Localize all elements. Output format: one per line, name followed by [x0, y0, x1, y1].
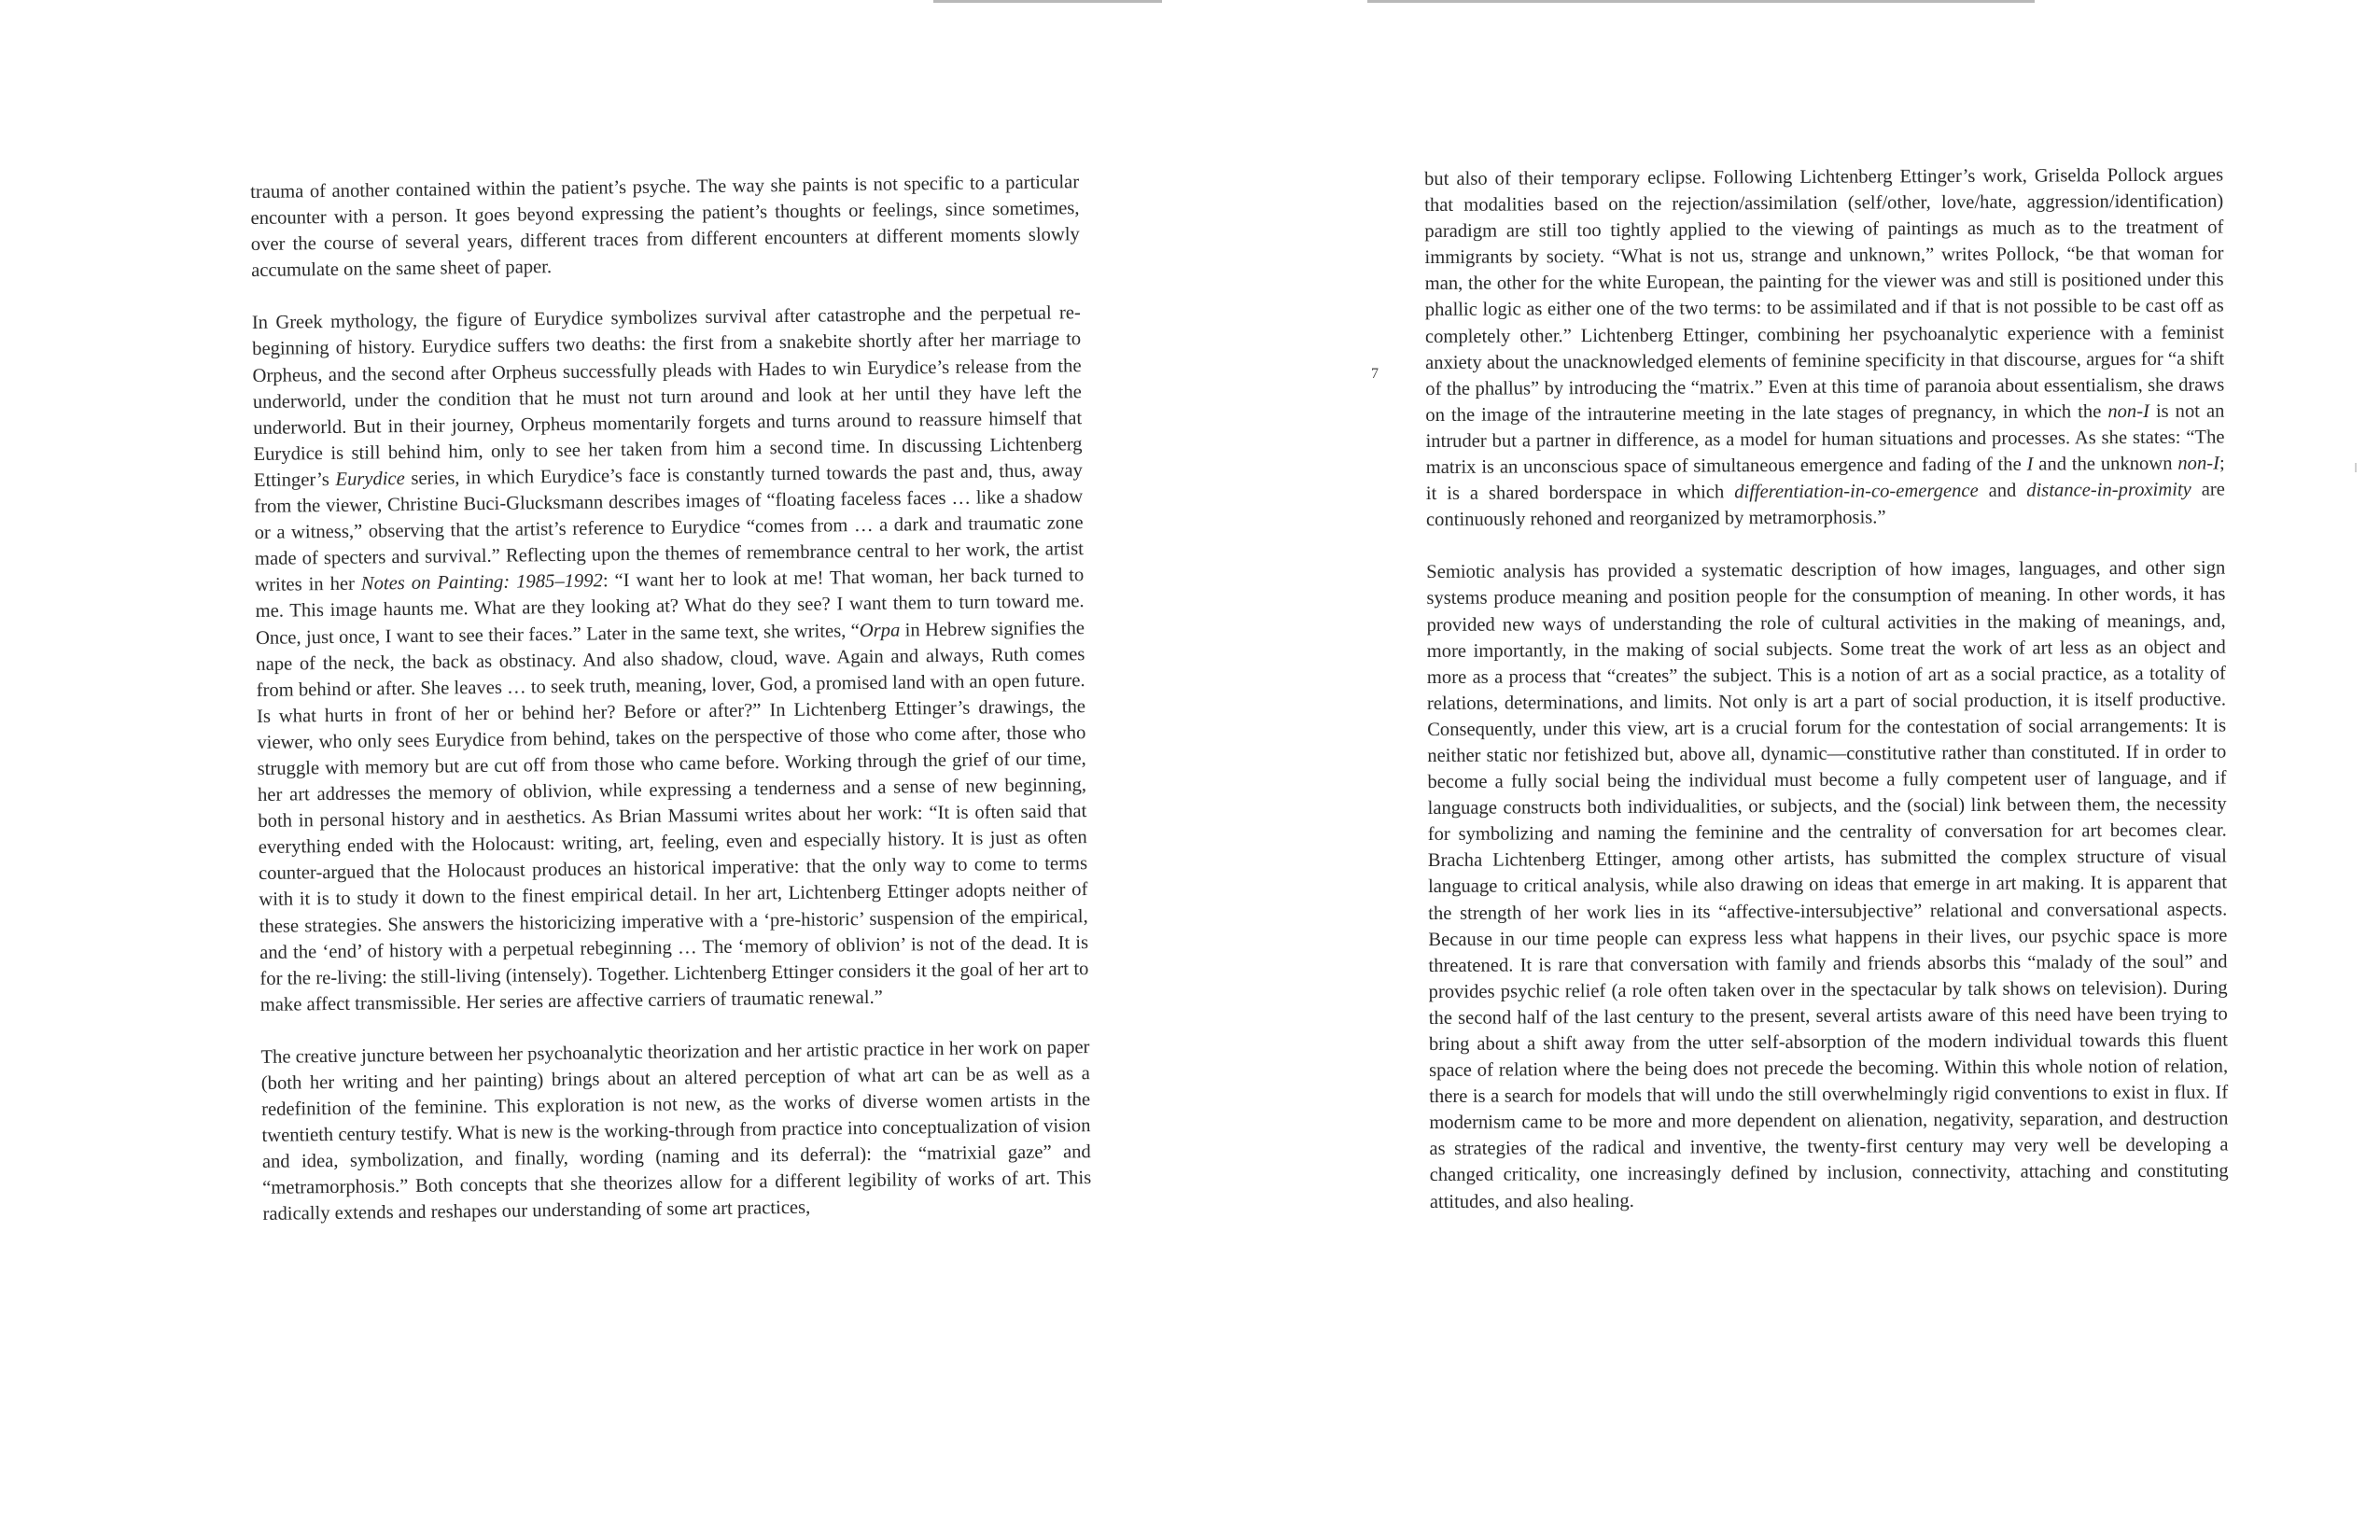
italic-run: non-I [2177, 453, 2220, 474]
italic-run: I [2026, 454, 2034, 475]
right-page-text-column [1424, 162, 2229, 1241]
italic-run: Notes on Painting: 1985–1992 [360, 570, 604, 595]
italic-run: Orpa [859, 620, 901, 641]
left-paragraph-1: trauma of another contained within the patient’s psyche. The way she paints is not specific to a particular encounter with a person. It goes beyond expressing the patient’s thoughts or feelings, since sometimes, over the course of several years, different traces from different encounters at different moments slowly accumulate on the same sheet of paper. [250, 172, 1080, 282]
italic-run: Eurydice [335, 468, 405, 490]
italic-run: differentiation-in-co-emergence [1734, 481, 1979, 503]
italic-run: non-I [2107, 400, 2149, 423]
right-paragraph-1: but also of their temporary eclipse. Following Lichtenberg Ettinger’s work, Griselda Pollock argues that modalities based on the rejection/assimilation (self/other, love/hate, aggression/identification) paradigm are still too tightly applied to the viewing of paintings as much as to the treatment of immigrants by society. “What is not us, strange and unknown,” writes Pollock, “be that woman for man, the other for the white European, the painting for the viewer was and still is positioned under this phallic logic as either one of the two terms: to be assimilated and if that is not possible to be cast off as completely other.” Lichtenberg Ettinger, combining her psychoanalytic experience with a feminist anxiety about the unacknowledged elements of feminine specificity in that discourse, argues for “a shift of the phallus” by introducing the “matrix.” Even at this time of paranoia about essentialism, she draws on the image of the intrauterine meeting in the late stages of pregnancy, in which the non-I is not an intruder but a partner in difference, as a model for human situations and processes. As she states: “The matrix is an unconscious space of simultaneous emergence and fading of the I and the unknown non-I; it is a shared borderspace in which differentiation-in-co-emergence and distance-in-proximity are continuously rehoned and reorganized by metramorphosis.” [1424, 164, 2225, 531]
right-paragraph-2: Semiotic analysis has provided a systematic description of how images, languages, and other sign systems produce meaning and position people for the consumption of meaning. In other words, it has provided new ways of understanding the role of cultural activities in the making of meanings, and, more importantly, in the making of social subjects. Some treat the work of art less as an object and more as a process that “creates” the subject. This is a notion of art as a social practice, as a totality of relations, determinations, and limits. Not only is art a part of social production, it is itself productive. Consequently, under this view, art is a crucial forum for the contestation of social arrangements: It is neither static nor fetishized but, above all, dynamic—constitutive rather than constituted. If in order to become a fully social being the individual must become a fully competent user of language, and if language constructs both individualities, or subjects, and the (social) link between them, the necessity for symbolizing and naming the feminine and the centrality of conversation for art becomes clear. Bracha Lichtenberg Ettinger, among other artists, has submitted the complex structure of visual language to critical analysis, while also drawing on ideas that emerge in art making. It is apparent that the strength of her work lies in its “affective-intersubjective” relational and conversational aspects. Because in our time people can express less what happens in their lives, our psychic space is more threatened. It is rare that conversation with family and friends absorbs this “malady of the soul” and provides psychic relief (a role often taken over in the spectacular by talk shows on television). During the second half of the last century to the present, several artists aware of this need have been trying to bring about a shift away from the utter self-absorption of the modern individual towards this fluent space of relation where the being does not precede the becoming. Within this whole notion of relation, there is a search for models that will undo the still overwhelmingly rigid conventions to exist in flux. If modernism came to be more and more dependent on alienation, negativity, separation, and destruction as strategies of the radical and inventive, the twenty-first century may very well be developing a changed criticality, one increasingly defined by inclusion, connectivity, attaching and constituting attitudes, and also healing. [1426, 557, 2229, 1212]
right-page [1190, 0, 2380, 1540]
italic-run: distance-in-proximity [2026, 479, 2191, 501]
left-paragraph-3: The creative juncture between her psychoanalytic theorization and her artistic practice in her work on paper (both her writing and her painting) brings about an altered perception of what art can be as well as a redefinition of the feminine. This exploration is not new, as the works of diverse women artists in the twentieth century testify. What is new is the working-through from practice into conceptualization of vision and idea, symbolization, and finally, wording (naming and its deferral): the “matrixial gaze” and “metramorphosis.” Both concepts that she theorizes allow for a different legibility of works of art. This radically extends and reshapes our understanding of some art practices, [260, 1036, 1092, 1225]
left-paragraph-2: In Greek mythology, the figure of Eurydice symbolizes survival after catastrophe and the perpetual re-beginning of history. Eurydice suffers two deaths: the first from a snakebite shortly after her marriage to Orpheus, and the second after Orpheus successfully pleads with Hades to win Eurydice’s release from the underworld, under the condition that he must not turn around and look at her until they have left the underworld. But in their journey, Orpheus momentarily forgets and turns around to reassure himself that Eurydice is still behind him, only to see her taken from him a second time. In discussing Lichtenberg Ettinger’s Eurydice series, in which Eurydice’s face is constantly turned towards the past and, thus, away from the viewer, Christine Buci-Glucksmann describes images of “floating faceless faces … like a shadow or a witness,” observing that the artist’s reference to Eurydice “comes from … a dark and traumatic zone made of specters and survival.” Reflecting upon the themes of remembrance central to her work, the artist writes in her Notes on Painting: 1985–1992: “I want her to look at me! That woman, her back turned to me. This image haunts me. What are they looking at? What do they see? I want them to turn toward me. Once, just once, I want to see their faces.” Later in the same text, she writes, “Orpa in Hebrew signifies the nape of the neck, the back as obstinacy. And also shadow, cloud, wave. Again and always, Ruth comes from behind or after. She leaves … to seek truth, meaning, lover, God, a promised land with an open future. Is what hurts in front of her or behind her? Before or after?” In Lichtenberg Ettinger’s drawings, the viewer, who only sees Eurydice from behind, takes on the perspective of those who come after, those who struggle with memory but are cut off from those who came before. Working through the grief of our time, her art addresses the memory of oblivion, while expressing a tenderness and a sense of new beginning, both in personal history and in aesthetics. As Brian Massumi writes about her work: “It is often said that everything ended with the Holocaust: writing, art, feeling, even and especially history. It is just as often counter-argued that the Holocaust produces an historical imperative: that the only way to come to terms with it is to study it down to the finest empirical detail. In her art, Lichtenberg Ettinger adopts neither of these strategies. She answers the historicizing imperative with a ‘pre-historic’ suspension of the empirical, and the ‘end’ of history with a perpetual rebeginning … The ‘memory of oblivion’ is not of the dead. It is for the re-living: the still-living (intensely). Together. Lichtenberg Ettinger considers it the goal of her art to make affect transmissible. Her series are affective carriers of traumatic renewal.” [251, 302, 1089, 1015]
left-page-text-column [250, 169, 1092, 1253]
page-edge-mark [2355, 463, 2357, 472]
page-number: 7 [1371, 366, 1379, 382]
